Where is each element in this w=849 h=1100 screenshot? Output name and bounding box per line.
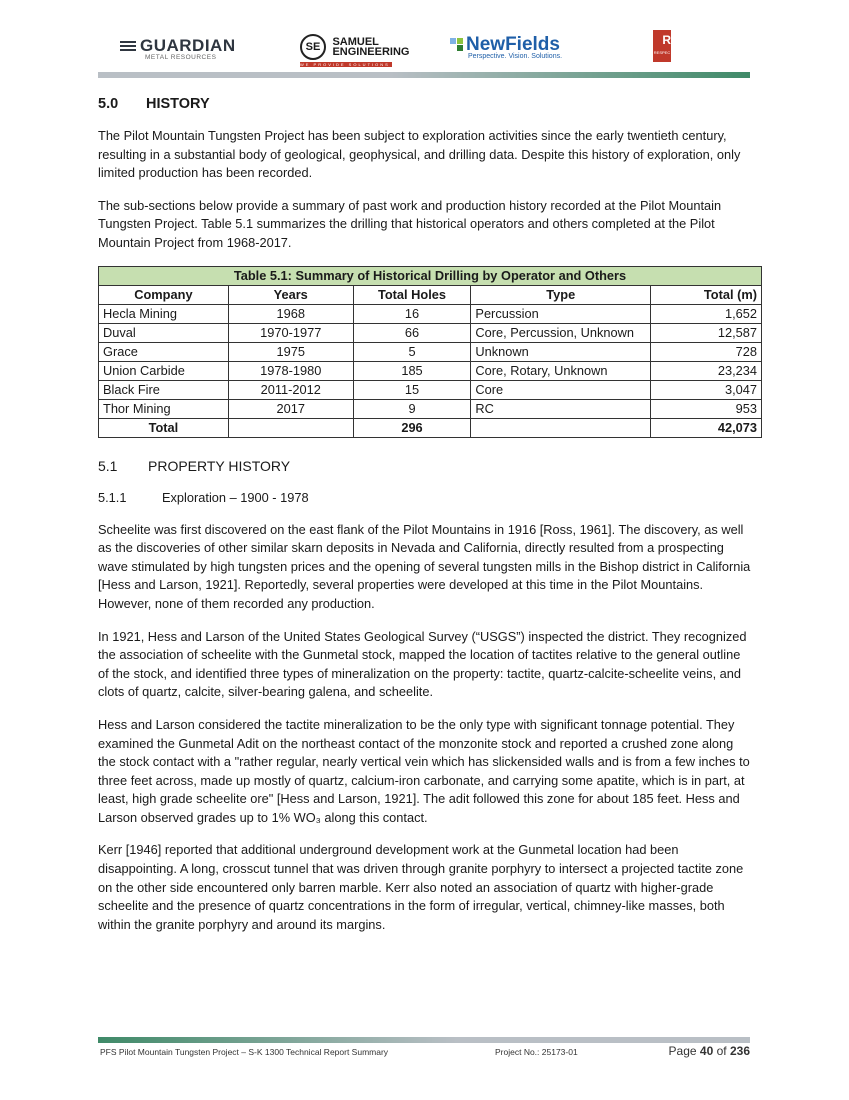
- cell-total-m: 12,587: [651, 323, 762, 342]
- cell-total-m: 728: [651, 342, 762, 361]
- cell-total-holes: 66: [353, 323, 471, 342]
- footer-page-word: Page: [668, 1044, 697, 1058]
- page-header: [100, 26, 750, 70]
- table-row: [99, 399, 762, 418]
- table-header-type: Type: [471, 285, 651, 304]
- footer-page-number: [669, 1044, 750, 1058]
- subsection-heading: [98, 458, 753, 474]
- cell-total-m: 3,047: [651, 380, 762, 399]
- cell-type: Unknown: [471, 342, 651, 361]
- footer-page-total: 236: [729, 1044, 750, 1058]
- cell-years: 2017: [228, 399, 353, 418]
- subsubsection-title: Exploration – 1900 - 1978: [162, 489, 309, 505]
- table-header-company: Company: [99, 285, 229, 304]
- cell-type: Core: [471, 380, 651, 399]
- body-paragraph: In 1921, Hess and Larson of the United States Geological Survey (“USGS”) inspected the district. They recognized the association of scheelite with the Gunmetal stock, mapped the location of tactites relative to the general outline of the stock, and identified three types of mineralization on the property: tactite, quartz-calcite-scheelite veins, and clots of quartz, calcite, silver-bearing galena, and scheelite.: [98, 628, 747, 700]
- table-header-years: Years: [228, 285, 353, 304]
- cell-years: 1970-1977: [228, 323, 353, 342]
- table-header-total-holes: Total Holes: [353, 285, 471, 304]
- cell-company: Duval: [99, 323, 229, 342]
- cell-years: 1975: [228, 342, 353, 361]
- intro-paragraph: The sub-sections below provide a summary of past work and production history recorded at the Pilot Mountain Tungsten Project. Table 5.1 summarizes the drilling that historical operators and others completed at the Pilot Mountain Project from 1968-2017.: [98, 197, 722, 250]
- total-type: [471, 418, 651, 437]
- respec-mark-icon: R: [662, 33, 671, 47]
- cell-total-holes: 185: [353, 361, 471, 380]
- cell-years: 2011-2012: [228, 380, 353, 399]
- guardian-logo-sub: METAL RESOURCES: [145, 54, 217, 61]
- subsubsection-number: 5.1.1: [98, 489, 127, 505]
- table-header-row: [99, 285, 762, 304]
- samuel-engineering-logo: [300, 34, 409, 76]
- section-title: HISTORY: [146, 96, 210, 112]
- newfields-squares-icon: [450, 38, 464, 52]
- table-row: [99, 323, 762, 342]
- guardian-logo-name: GUARDIAN: [140, 36, 236, 55]
- cell-type: Percussion: [471, 304, 651, 323]
- cell-total-holes: 9: [353, 399, 471, 418]
- samuel-logo-line1: SAMUEL: [332, 36, 379, 48]
- footer-report-title: PFS Pilot Mountain Tungsten Project – S-K 1300 Technical Report Summary: [100, 1047, 389, 1057]
- page-content: [98, 96, 757, 948]
- body-paragraph: Hess and Larson considered the tactite mineralization to be the only type with significant tonnage potential. They examined the Gunmetal Adit on the northeast contact of the monzonite stock and reported a crushed zone along the stock contact with a "rather regular, nearly vertical vein which has slickensided walls and is from a few inches to three feet across, made up mostly of quartz, calcium-iron carbonate, and carrying some apatite, which is in part, at least, high grade scheelite ore" [Hess and Larson, 1921]. The adit followed this zone for about 185 feet. Hess and Larson observed grades up to 1% WO₃ along this contact.: [98, 716, 750, 825]
- cell-type: Core, Rotary, Unknown: [471, 361, 651, 380]
- cell-years: 1968: [228, 304, 353, 323]
- footer-project-number: Project No.: 25173-01: [495, 1047, 578, 1057]
- subsubsection-heading: [98, 490, 753, 505]
- subsection-number: 5.1: [98, 457, 118, 474]
- table-row: [99, 380, 762, 399]
- newfields-logo: [450, 34, 562, 76]
- newfields-logo-name: NewFields: [466, 34, 560, 55]
- table-row: [99, 304, 762, 323]
- intro-paragraph: The Pilot Mountain Tungsten Project has been subject to exploration activities since the early twentieth century, resulting in a substantial body of geological, geophysical, and drilling data. Despite this history of exploration, only limited production has been recorded.: [98, 128, 741, 181]
- cell-company: Thor Mining: [99, 399, 229, 418]
- newfields-logo-sub: Perspective. Vision. Solutions.: [468, 53, 563, 60]
- table-total-row: [99, 418, 762, 437]
- cell-company: Union Carbide: [99, 361, 229, 380]
- section-heading: [98, 96, 753, 112]
- historical-drilling-table: [98, 266, 762, 438]
- table-row: [99, 342, 762, 361]
- table-row: [99, 361, 762, 380]
- total-years: [228, 418, 353, 437]
- subsection-title: PROPERTY HISTORY: [148, 457, 291, 474]
- samuel-logo-line2: ENGINEERING: [332, 46, 410, 58]
- cell-total-holes: 5: [353, 342, 471, 361]
- cell-total-m: 23,234: [651, 361, 762, 380]
- body-paragraph: Kerr [1946] reported that additional underground development work at the Gunmetal location had been disappointing. A long, crosscut tunnel that was driven through granite porphyry to intersect a projected tactite zone on the other side encountered only barren marble. Kerr also noted an association of quartz with higher-grade scheelite and the presence of quartz concentrations in the form of irregular, vertical, chimney-like masses, both within the granite porphyry and around its margins.: [98, 842, 744, 932]
- samuel-tagline-bar: WE PROVIDE SOLUTIONS: [300, 62, 392, 67]
- section-number: 5.0: [98, 96, 119, 112]
- cell-type: RC: [471, 399, 651, 418]
- respec-logo: [653, 30, 671, 62]
- header-rule: [98, 72, 750, 78]
- samuel-se-badge: SE: [300, 34, 326, 60]
- table-header-total-m: Total (m): [651, 285, 762, 304]
- cell-company: Grace: [99, 342, 229, 361]
- table-caption: Table 5.1: Summary of Historical Drilling by Operator and Others: [99, 266, 762, 285]
- cell-total-m: 1,652: [651, 304, 762, 323]
- guardian-lines-icon: [120, 39, 136, 53]
- cell-total-holes: 16: [353, 304, 471, 323]
- footer-rule: [98, 1037, 750, 1043]
- body-paragraph: Scheelite was first discovered on the east flank of the Pilot Mountains in 1916 [Ross, 1961]. The discovery, as well as the discoveries of other similar skarn deposits in Nevada and California, directly resulted from a prospecting wave stimulated by high tungsten prices and the opening of several tungsten mills in the Bishop district in California [Hess and Larson, 1921]. Reportedly, several properties were developed at this time in the Pilot Mountains. However, none of them recorded any production.: [98, 521, 751, 611]
- footer-of-word: of: [716, 1044, 727, 1058]
- cell-company: Hecla Mining: [99, 304, 229, 323]
- cell-total-m: 953: [651, 399, 762, 418]
- total-label: Total: [99, 418, 229, 437]
- cell-total-holes: 15: [353, 380, 471, 399]
- total-meters: 42,073: [651, 418, 762, 437]
- cell-type: Core, Percussion, Unknown: [471, 323, 651, 342]
- samuel-logo-text: [332, 37, 409, 57]
- total-holes: 296: [353, 418, 471, 437]
- footer-page-current: 40: [699, 1044, 714, 1058]
- cell-company: Black Fire: [99, 380, 229, 399]
- respec-logo-name: RESPEC: [653, 50, 671, 55]
- cell-years: 1978-1980: [228, 361, 353, 380]
